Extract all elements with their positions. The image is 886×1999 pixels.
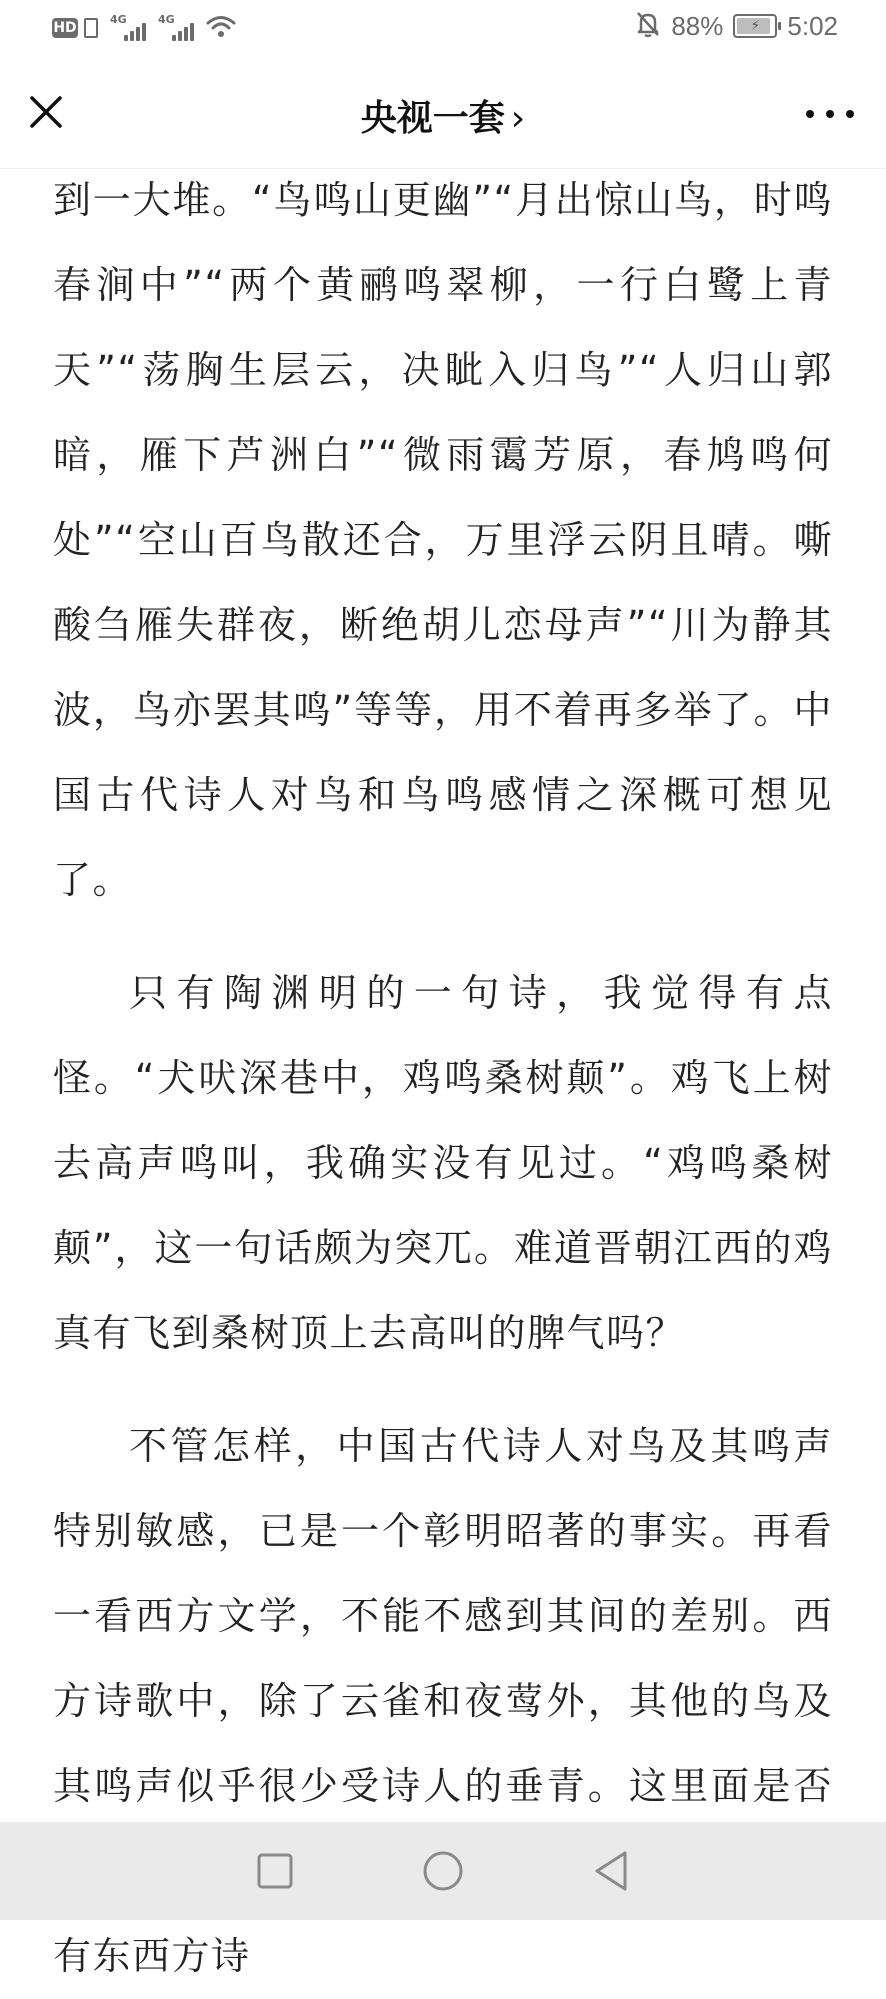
system-nav-bar [0, 1822, 886, 1920]
more-button[interactable] [806, 96, 854, 132]
home-circle-icon [421, 1849, 465, 1893]
status-bar [0, 0, 886, 60]
chevron-right-icon: › [510, 98, 526, 139]
wifi-icon [206, 14, 236, 42]
back-triangle-icon [591, 1849, 631, 1893]
recents-square-icon [255, 1851, 295, 1891]
recents-button[interactable] [251, 1847, 299, 1895]
account-title-link[interactable] [0, 90, 886, 141]
network-type-label: 4G [158, 13, 175, 26]
mute-bell-icon [635, 10, 661, 42]
page-title: 央视一套 [360, 98, 505, 139]
home-button[interactable] [419, 1847, 467, 1895]
clock: 5:02 [787, 10, 838, 41]
article-body [53, 158, 833, 1999]
status-right [635, 10, 838, 42]
article-paragraph: 不管怎样，中国古代诗人对鸟及其鸣声特别敏感，已是一个彰明昭著的事实。再看一看西方文学，不能不感到其间的差别。西方诗歌中，除了云雀和夜莺外，其他的鸟及其鸣声似乎很少受诗人的垂青。这里面是否 有东西方诗 [53, 1424, 833, 1978]
signal-icon [110, 15, 146, 41]
status-left [52, 14, 236, 42]
back-button[interactable] [587, 1847, 635, 1895]
network-type-label: 4G [110, 13, 127, 26]
signal-icon [158, 15, 194, 41]
article-paragraph: 只有陶渊明的一句诗，我觉得有点怪。“犬吠深巷中，鸡鸣桑树颠”。鸡飞上树去高声鸣叫，我确实没有见过。“鸡鸣桑树颠”，这一句话颇为突兀。难道晋朝江西的鸡真有飞到桑树顶上去高叫的脾气吗？ [53, 971, 833, 1355]
sim-icon [84, 18, 98, 38]
article-paragraph: 到一大堆。“鸟鸣山更幽”“月出惊山鸟，时鸣春涧中”“两个黄鹂鸣翠柳，一行白鹭上青天”“荡胸生层云，决眦入归鸟”“人归山郭暗，雁下芦洲白”“微雨霭芳原，春鸠鸣何处”“空山百鸟散还合，万里浮云阴且晴。嘶酸刍雁失群夜，断绝胡儿恋母声”“川为静其波，鸟亦罢其鸣”等等，用不着再多举了。中国古代诗人对鸟和鸟鸣感情之深概可想见了。 [53, 178, 833, 902]
battery-percent: 88% [671, 10, 724, 41]
more-icon [806, 110, 814, 118]
battery-icon: ⚡ [733, 14, 777, 38]
hd-icon: HD [53, 20, 77, 36]
nav-bar [0, 60, 886, 169]
